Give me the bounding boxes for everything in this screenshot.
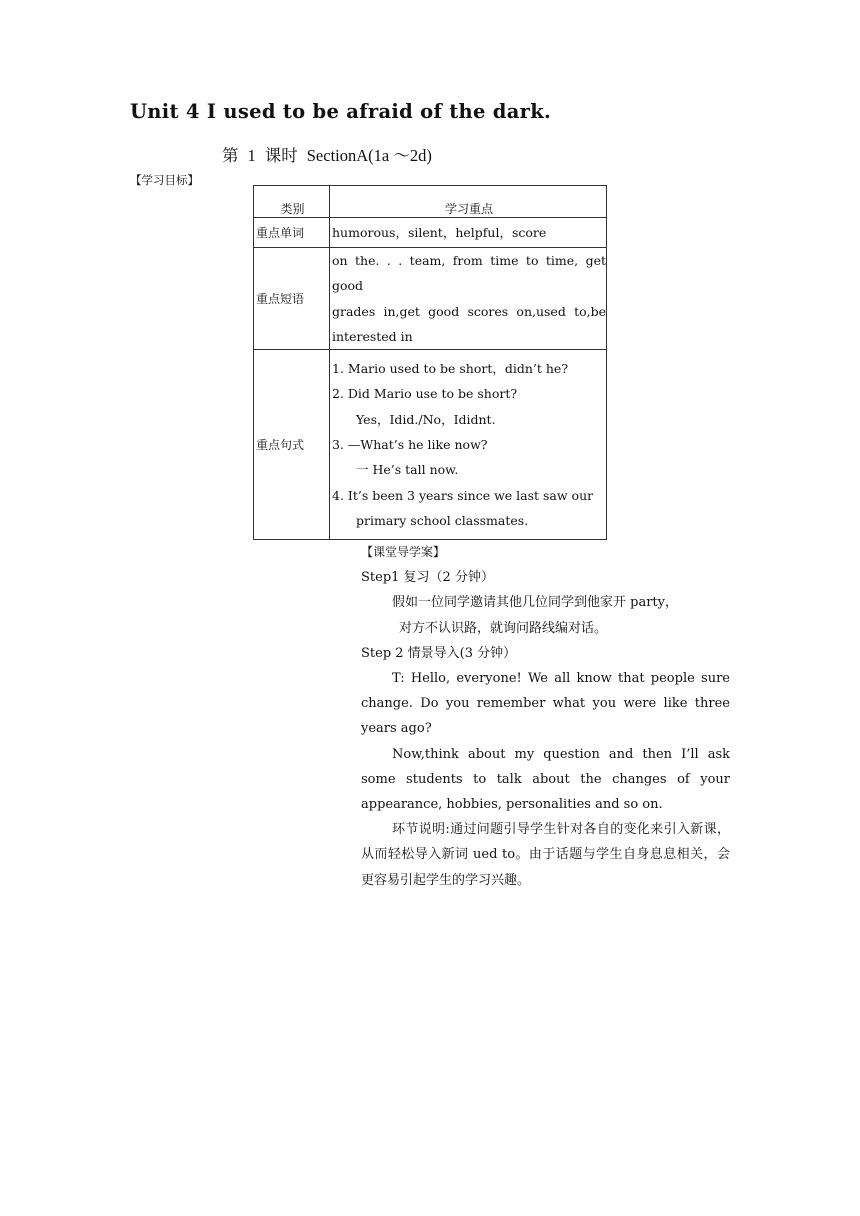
explanation-paragraph: 环节说明:通过问题引导学生针对各自的变化来引入新课，从而轻松导入新词 ued to。由于话题与学生自身息息相关，会更容易引起学生的学习兴趣。 (361, 822, 730, 888)
content-line: humorous，silent，helpful，score (332, 224, 547, 240)
row-content (330, 218, 607, 248)
step1-line: 假如一位同学邀请其他几位同学到他家开 party， (392, 595, 678, 611)
content-line: Yes，Idid./No，Ididnt. (356, 411, 496, 427)
page-title: Unit 4 I used to be afraid of the dark. (130, 100, 552, 123)
lesson-subtitle (222, 142, 441, 166)
row-category: 重点句式 (254, 350, 330, 540)
guide-heading: 【课堂导学案】 (361, 545, 446, 559)
dialogue-paragraph: Now,think about my question and then I’ll ask some students to talk about the changes of your appearance, hobbies, personalities and so on. (361, 746, 730, 813)
header-focus: 学习重点 (330, 186, 607, 218)
subtitle-part-3: 课时 (264, 146, 298, 165)
content-line: primary school classmates. (356, 512, 529, 528)
table-row (254, 248, 607, 350)
row-content (330, 350, 607, 540)
subtitle-part-4: SectionA(1a ～2d) (306, 146, 432, 165)
step1-line: 对方不认识路，就询问路线编对话。 (399, 620, 608, 636)
content-line: 2. Did Mario use to be short? (332, 386, 518, 402)
content-line: 4. It’s been 3 years since we last saw our (332, 487, 594, 503)
row-category: 重点短语 (254, 248, 330, 350)
table-header-row (254, 186, 607, 218)
content-line: interested in (332, 328, 413, 344)
learning-goals-table (253, 185, 607, 540)
table-row (254, 218, 607, 248)
row-content (330, 248, 607, 350)
content-line: 一 He’s tall now. (356, 462, 459, 478)
dialogue-paragraph: T: Hello, everyone! We all know that people sure change. Do you remember what you were like three years ago? (361, 671, 730, 737)
content-line: on the. . . team, from time to time, get good (332, 253, 606, 294)
classroom-guide (361, 540, 730, 893)
subtitle-part-1: 第 (222, 146, 239, 165)
header-category: 类别 (254, 186, 330, 218)
content-line: 3. —What’s he like now? (332, 437, 488, 453)
content-line: 1. Mario used to be short，didn’t he? (332, 361, 569, 377)
table-row (254, 350, 607, 540)
subtitle-part-2: 1 (247, 146, 256, 165)
step1-heading: Step1 复习（2 分钟） (361, 570, 494, 586)
content-line: grades in,get good scores on,used to,be (332, 303, 606, 319)
step2-heading: Step 2 情景导入(3 分钟） (361, 645, 517, 661)
objectives-label: 【学习目标】 (130, 173, 199, 187)
row-category: 重点单词 (254, 218, 330, 248)
